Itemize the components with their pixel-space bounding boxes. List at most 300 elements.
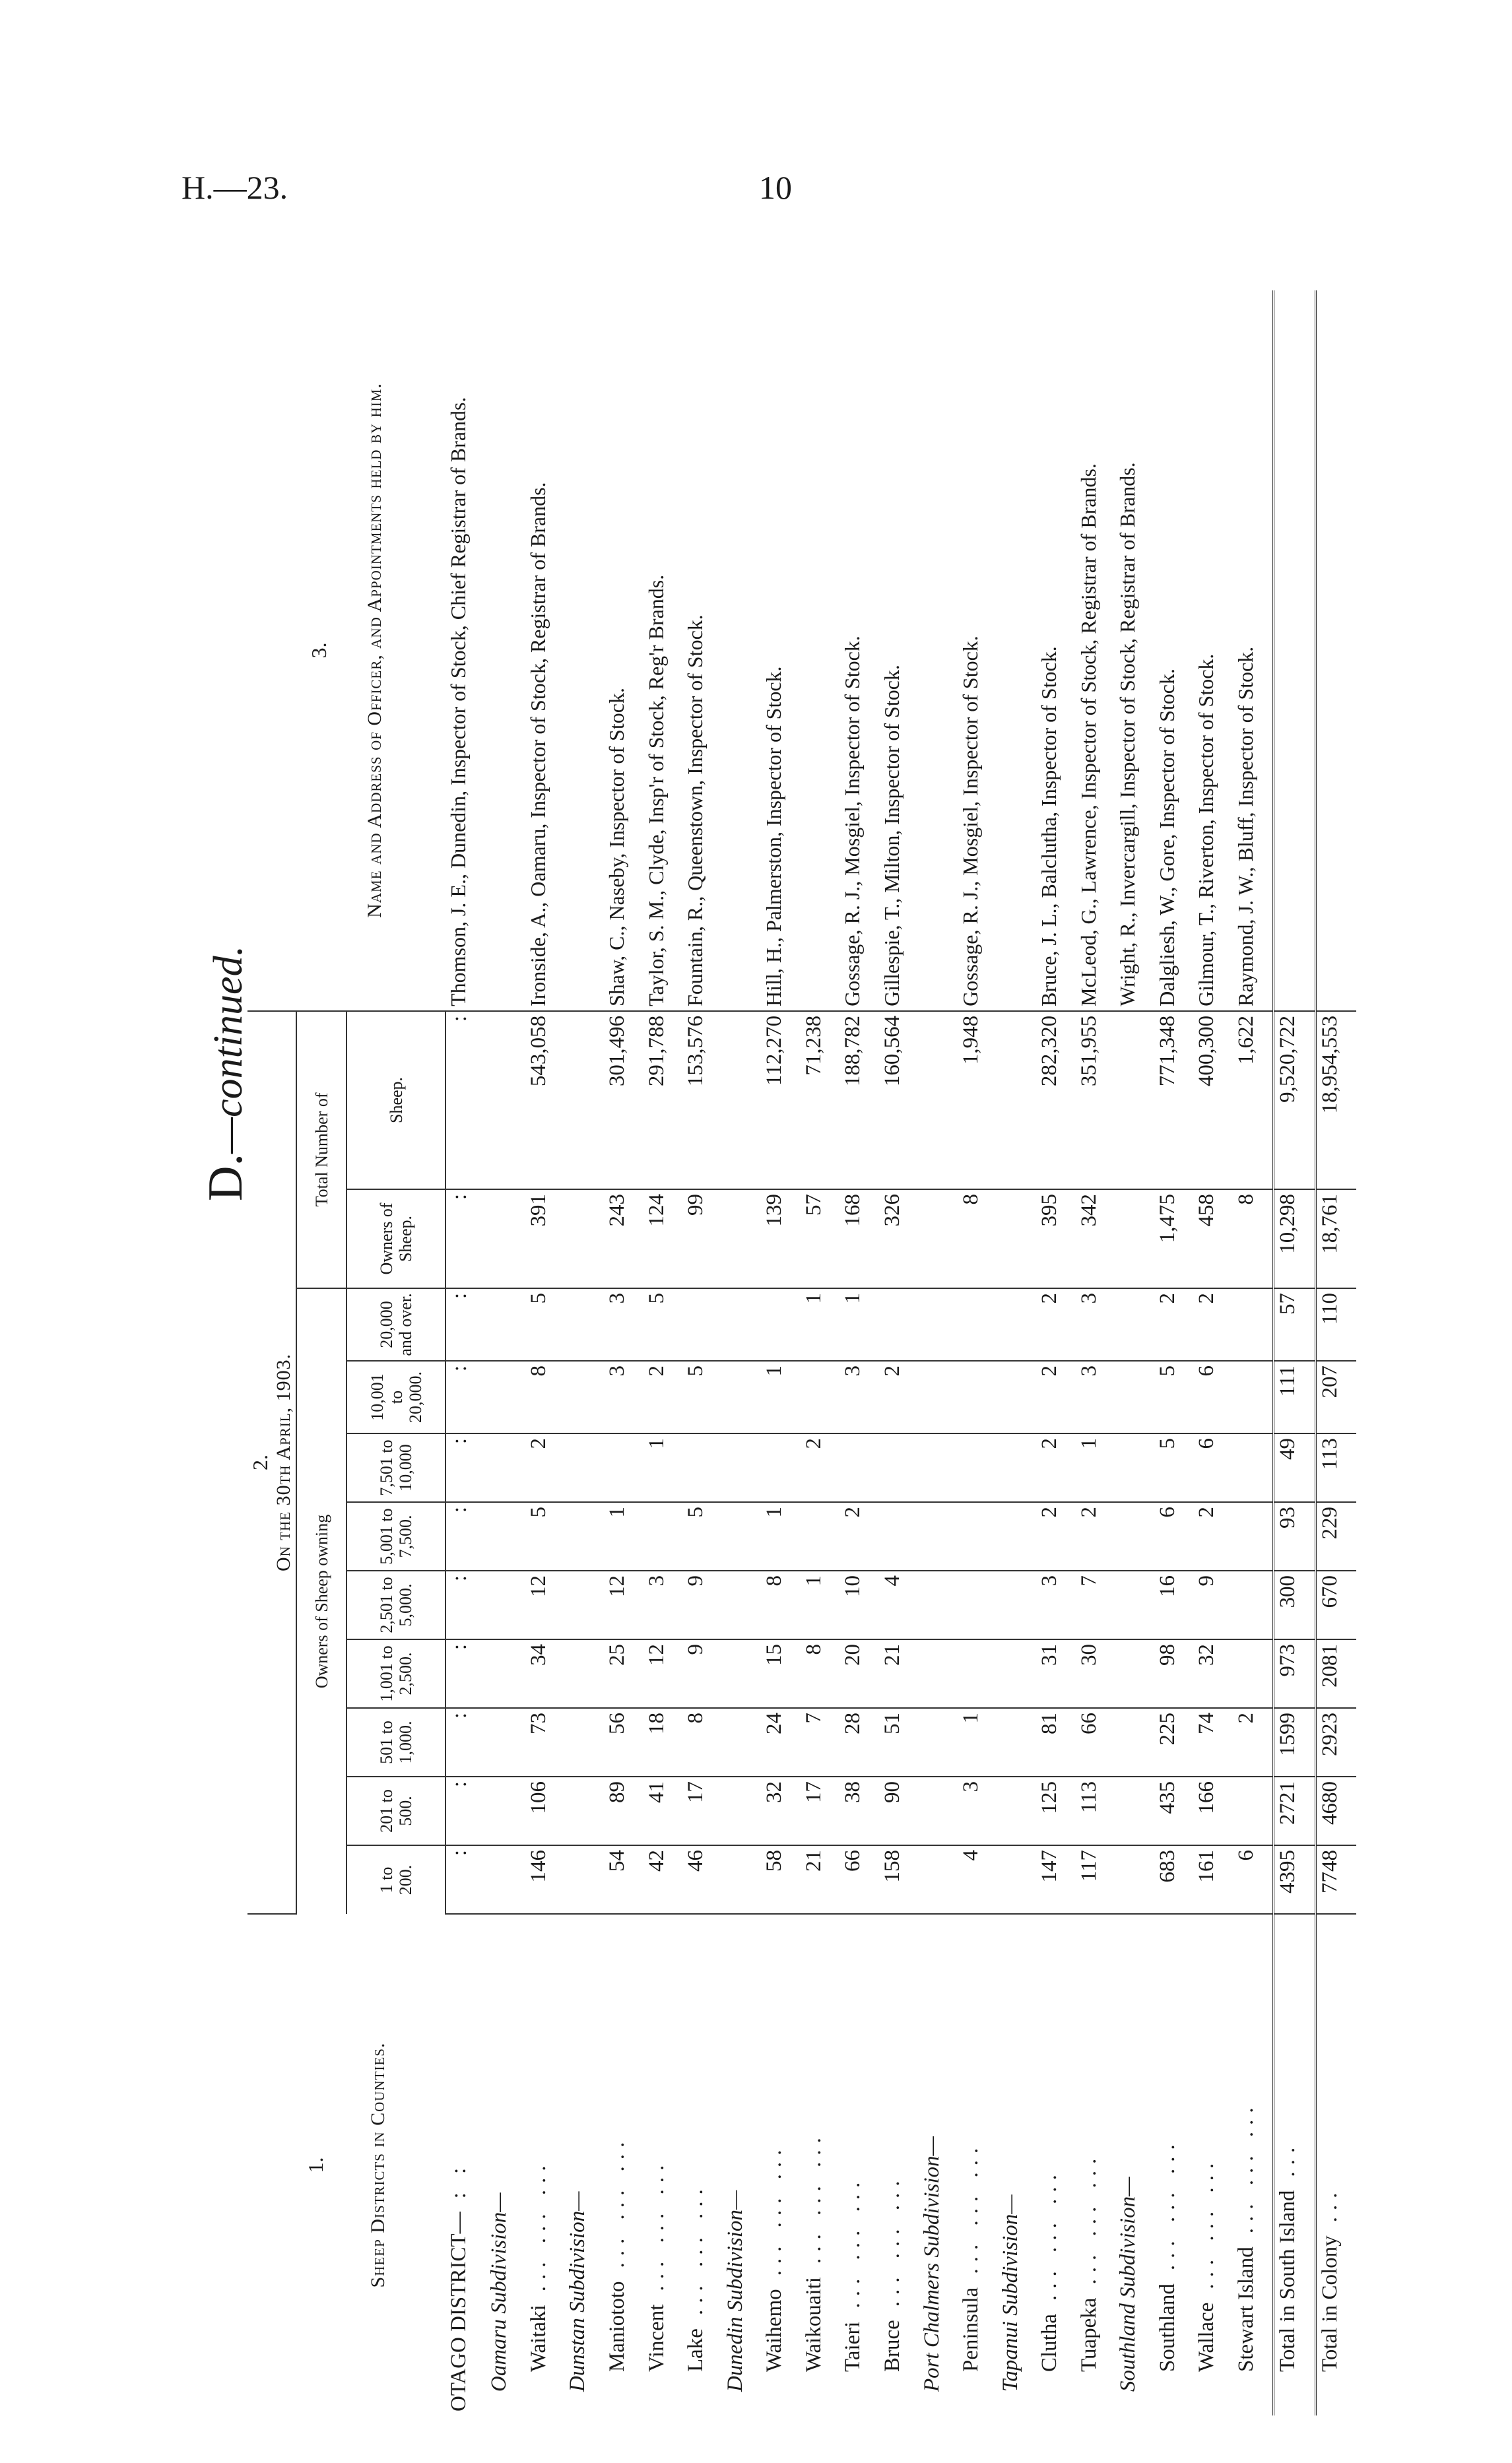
- value-cell: :: [445, 1189, 486, 1288]
- value-cell: [919, 1571, 958, 1639]
- sheep-header: Sheep.: [346, 1011, 445, 1189]
- value-cell: [722, 1189, 762, 1288]
- value-cell: 3: [839, 1361, 879, 1433]
- value-cell: [801, 1502, 840, 1571]
- value-cell: [564, 1708, 604, 1777]
- col3-label: Name and Address of Officer, and Appointments held by him.: [364, 383, 386, 918]
- value-cell: [1233, 1433, 1274, 1502]
- district-cell: [445, 1914, 486, 2415]
- table-row: [997, 290, 1037, 2415]
- col1-label: Sheep Districts in Counties.: [367, 2042, 389, 2288]
- value-cell: 117: [1076, 1845, 1115, 1914]
- officer-cell: Raymond, J. W., Bluff, Inspector of Stock.: [1233, 290, 1274, 1011]
- table-row: [1036, 290, 1076, 2415]
- value-cell: 2: [1036, 1361, 1076, 1433]
- total-label-cell: [1274, 1914, 1316, 2415]
- value-cell: 2: [1233, 1708, 1274, 1777]
- value-cell: [761, 1288, 801, 1361]
- table-row: [879, 290, 919, 2415]
- value-cell: [1115, 1639, 1154, 1708]
- col1-header: [247, 1914, 445, 2415]
- value-cell: 6: [1233, 1845, 1274, 1914]
- col3-number: 3.: [306, 642, 331, 659]
- value-cell: [919, 1433, 958, 1502]
- value-cell: [919, 1502, 958, 1571]
- value-cell: 1: [801, 1571, 840, 1639]
- total-value-cell: 229: [1315, 1502, 1356, 1571]
- district-cell: [1115, 1914, 1154, 2415]
- officer-cell: [1274, 290, 1316, 1011]
- value-cell: 12: [643, 1639, 683, 1708]
- value-cell: 435: [1154, 1777, 1194, 1845]
- value-cell: 7: [1076, 1571, 1115, 1639]
- value-cell: 1: [839, 1288, 879, 1361]
- range-header: 201 to 500.: [346, 1777, 445, 1845]
- value-cell: [682, 1433, 722, 1502]
- value-cell: [1115, 1571, 1154, 1639]
- value-cell: 3: [1076, 1288, 1115, 1361]
- col1-number: 1.: [303, 2157, 327, 2173]
- officer-cell: Wright, R., Invercargill, Inspector of Stock, Registrar of Brands.: [1115, 290, 1154, 1011]
- value-cell: [958, 1639, 997, 1708]
- value-cell: 2: [525, 1433, 565, 1502]
- value-cell: 188,782: [839, 1011, 879, 1189]
- range-header: 1,001 to 2,500.: [346, 1639, 445, 1708]
- value-cell: :: [445, 1571, 486, 1639]
- value-cell: [486, 1189, 525, 1288]
- value-cell: :: [445, 1639, 486, 1708]
- table-row: [839, 290, 879, 2415]
- total-label-cell: [1315, 1914, 1356, 2415]
- value-cell: 543,058: [525, 1011, 565, 1189]
- value-cell: [997, 1189, 1037, 1288]
- value-cell: [879, 1502, 919, 1571]
- county-name: Waikouaiti: [801, 2277, 826, 2372]
- value-cell: 41: [643, 1777, 683, 1845]
- value-cell: [564, 1433, 604, 1502]
- district-cell: [643, 1914, 683, 2415]
- value-cell: 326: [879, 1189, 919, 1288]
- subdivision-name: Dunstan Subdivision—: [566, 2191, 590, 2392]
- value-cell: 124: [643, 1189, 683, 1288]
- value-cell: 1: [958, 1708, 997, 1777]
- value-cell: 1: [761, 1361, 801, 1433]
- value-cell: [997, 1361, 1037, 1433]
- total-value-cell: 111: [1274, 1361, 1316, 1433]
- value-cell: [604, 1433, 643, 1502]
- value-cell: 342: [1076, 1189, 1115, 1288]
- value-cell: 56: [604, 1708, 643, 1777]
- value-cell: 31: [1036, 1639, 1076, 1708]
- value-cell: 139: [761, 1189, 801, 1288]
- value-cell: [1115, 1845, 1154, 1914]
- officer-cell: Gillespie, T., Milton, Inspector of Stock.: [879, 290, 919, 1011]
- value-cell: 2: [643, 1361, 683, 1433]
- table-row: [919, 290, 958, 2415]
- table-row: [1154, 290, 1194, 2415]
- value-cell: 98: [1154, 1639, 1194, 1708]
- district-cell: [604, 1914, 643, 2415]
- district-name: OTAGO DISTRICT—: [447, 2212, 471, 2412]
- value-cell: [722, 1777, 762, 1845]
- value-cell: 3: [643, 1571, 683, 1639]
- leader-dots: ... ... ...: [1155, 2138, 1179, 2271]
- value-cell: 38: [839, 1777, 879, 1845]
- value-cell: 1,948: [958, 1011, 997, 1189]
- value-cell: [486, 1502, 525, 1571]
- officer-cell: Gossage, R. J., Mosgiel, Inspector of Stock.: [958, 290, 997, 1011]
- value-cell: 113: [1076, 1777, 1115, 1845]
- leader-dots: ... ... ...: [644, 2158, 669, 2291]
- value-cell: 5: [682, 1502, 722, 1571]
- value-cell: 112,270: [761, 1011, 801, 1189]
- value-cell: [1115, 1011, 1154, 1189]
- value-cell: 5: [1154, 1433, 1194, 1502]
- value-cell: 1,622: [1233, 1011, 1274, 1189]
- value-cell: 161: [1193, 1845, 1233, 1914]
- page-title: [198, 946, 254, 1201]
- value-cell: 6: [1154, 1502, 1194, 1571]
- value-cell: 225: [1154, 1708, 1194, 1777]
- value-cell: [997, 1708, 1037, 1777]
- value-cell: 21: [801, 1845, 840, 1914]
- officer-cell: Gossage, R. J., Mosgiel, Inspector of Stock.: [839, 290, 879, 1011]
- value-cell: [997, 1288, 1037, 1361]
- value-cell: 99: [682, 1189, 722, 1288]
- value-cell: [997, 1433, 1037, 1502]
- value-cell: 395: [1036, 1189, 1076, 1288]
- value-cell: 168: [839, 1189, 879, 1288]
- value-cell: 683: [1154, 1845, 1194, 1914]
- page-header-left: H.—23.: [181, 169, 288, 206]
- value-cell: 3: [604, 1361, 643, 1433]
- value-cell: 125: [1036, 1777, 1076, 1845]
- district-cell: [879, 1914, 919, 2415]
- officer-cell: [564, 290, 604, 1011]
- value-cell: [958, 1571, 997, 1639]
- officer-cell: Gilmour, T., Riverton, Inspector of Stock.: [1193, 290, 1233, 1011]
- value-cell: 5: [682, 1361, 722, 1433]
- table-row: [761, 290, 801, 2415]
- col2-number: 2.: [248, 1454, 272, 1470]
- range-header: 7,501 to 10,000: [346, 1433, 445, 1502]
- value-cell: 146: [525, 1845, 565, 1914]
- value-cell: [722, 1433, 762, 1502]
- district-cell: [525, 1914, 565, 2415]
- value-cell: 106: [525, 1777, 565, 1845]
- value-cell: 25: [604, 1639, 643, 1708]
- value-cell: :: [445, 1011, 486, 1189]
- value-cell: 9: [682, 1571, 722, 1639]
- value-cell: 166: [1193, 1777, 1233, 1845]
- officer-cell: Taylor, S. M., Clyde, Insp'r of Stock, Reg'r Brands.: [643, 290, 683, 1011]
- value-cell: 391: [525, 1189, 565, 1288]
- value-cell: [722, 1361, 762, 1433]
- value-cell: [722, 1502, 762, 1571]
- value-cell: [486, 1708, 525, 1777]
- county-name: Taieri: [841, 2321, 865, 2372]
- value-cell: [919, 1845, 958, 1914]
- value-cell: :: [445, 1288, 486, 1361]
- value-cell: 1: [1076, 1433, 1115, 1502]
- county-name: Stewart Island: [1234, 2247, 1259, 2372]
- value-cell: 54: [604, 1845, 643, 1914]
- total-value-cell: 2721: [1274, 1777, 1316, 1845]
- value-cell: 66: [1076, 1708, 1115, 1777]
- value-cell: 291,788: [643, 1011, 683, 1189]
- value-cell: [958, 1433, 997, 1502]
- value-cell: 1: [604, 1502, 643, 1571]
- total-value-cell: 57: [1274, 1288, 1316, 1361]
- officer-cell: Thomson, J. E., Dunedin, Inspector of Stock, Chief Registrar of Brands.: [445, 290, 486, 1011]
- value-cell: 4: [879, 1571, 919, 1639]
- range-header: 2,501 to 5,000.: [346, 1571, 445, 1639]
- county-name: Waihemo: [762, 2289, 787, 2372]
- value-cell: 5: [1154, 1361, 1194, 1433]
- value-cell: [486, 1777, 525, 1845]
- officer-cell: [486, 290, 525, 1011]
- value-cell: [1115, 1708, 1154, 1777]
- value-cell: [722, 1288, 762, 1361]
- value-cell: 21: [879, 1639, 919, 1708]
- total-group-header: Total Number of: [296, 1011, 346, 1288]
- leader-dots: ...: [1317, 2186, 1342, 2223]
- value-cell: 18: [643, 1708, 683, 1777]
- officer-cell: Bruce, J. L., Balclutha, Inspector of Stock.: [1036, 290, 1076, 1011]
- value-cell: 5: [643, 1288, 683, 1361]
- county-name: Southland: [1155, 2283, 1179, 2372]
- owners-of-sheep-header: Owners of Sheep.: [346, 1189, 445, 1288]
- value-cell: 5: [525, 1502, 565, 1571]
- value-cell: 458: [1193, 1189, 1233, 1288]
- total-value-cell: 49: [1274, 1433, 1316, 1502]
- subdivision-name: Dunedin Subdivision—: [723, 2190, 747, 2392]
- value-cell: [486, 1433, 525, 1502]
- county-name: Vincent: [644, 2304, 669, 2372]
- value-cell: :: [445, 1845, 486, 1914]
- value-cell: 12: [604, 1571, 643, 1639]
- value-cell: [919, 1777, 958, 1845]
- table-row: [682, 290, 722, 2415]
- value-cell: 34: [525, 1639, 565, 1708]
- county-name: Waitaki: [526, 2305, 550, 2372]
- value-cell: [564, 1288, 604, 1361]
- value-cell: [919, 1708, 958, 1777]
- value-cell: 9: [682, 1639, 722, 1708]
- value-cell: 7: [801, 1708, 840, 1777]
- table-row: [643, 290, 683, 2415]
- value-cell: [564, 1639, 604, 1708]
- value-cell: [643, 1502, 683, 1571]
- value-cell: 2: [1154, 1288, 1194, 1361]
- total-value-cell: 973: [1274, 1639, 1316, 1708]
- value-cell: 8: [761, 1571, 801, 1639]
- value-cell: 3: [1076, 1361, 1115, 1433]
- value-cell: [879, 1433, 919, 1502]
- total-value-cell: 1599: [1274, 1708, 1316, 1777]
- value-cell: 2: [839, 1502, 879, 1571]
- total-value-cell: 2923: [1315, 1708, 1356, 1777]
- value-cell: :: [445, 1502, 486, 1571]
- value-cell: 46: [682, 1845, 722, 1914]
- value-cell: [486, 1571, 525, 1639]
- value-cell: :: [445, 1433, 486, 1502]
- value-cell: 17: [801, 1777, 840, 1845]
- district-cell: [486, 1914, 525, 2415]
- sheep-returns-table: [247, 290, 1356, 2415]
- table-row: [445, 290, 486, 2415]
- total-value-cell: 4395: [1274, 1845, 1316, 1914]
- value-cell: 1: [761, 1502, 801, 1571]
- value-cell: 15: [761, 1639, 801, 1708]
- leader-dots: ... ... ...: [880, 2174, 904, 2307]
- value-cell: [879, 1288, 919, 1361]
- officer-cell: Fountain, R., Queenstown, Inspector of Stock.: [682, 290, 722, 1011]
- total-value-cell: 10,298: [1274, 1189, 1316, 1288]
- value-cell: [919, 1361, 958, 1433]
- district-cell: [1154, 1914, 1194, 2415]
- value-cell: :: [445, 1361, 486, 1433]
- value-cell: [1115, 1433, 1154, 1502]
- value-cell: 30: [1076, 1639, 1115, 1708]
- value-cell: 58: [761, 1845, 801, 1914]
- county-name: Peninsula: [959, 2287, 983, 2372]
- officer-cell: [997, 290, 1037, 1011]
- value-cell: [958, 1502, 997, 1571]
- value-cell: 12: [525, 1571, 565, 1639]
- district-cell: [958, 1914, 997, 2415]
- table-row: [564, 290, 604, 2415]
- value-cell: 243: [604, 1189, 643, 1288]
- value-cell: 4: [958, 1845, 997, 1914]
- value-cell: 81: [1036, 1708, 1076, 1777]
- officer-cell: [801, 290, 840, 1011]
- value-cell: [564, 1011, 604, 1189]
- district-cell: [1233, 1914, 1274, 2415]
- value-cell: 2: [1036, 1433, 1076, 1502]
- value-cell: [997, 1777, 1037, 1845]
- value-cell: 1: [643, 1433, 683, 1502]
- table-row: [1233, 290, 1274, 2415]
- value-cell: 90: [879, 1777, 919, 1845]
- value-cell: 8: [682, 1708, 722, 1777]
- officer-cell: Shaw, C., Naseby, Inspector of Stock.: [604, 290, 643, 1011]
- value-cell: [564, 1571, 604, 1639]
- value-cell: 32: [761, 1777, 801, 1845]
- table-row: [1076, 290, 1115, 2415]
- value-cell: [1233, 1639, 1274, 1708]
- officer-cell: Dalgliesh, W., Gore, Inspector of Stock.: [1154, 290, 1194, 1011]
- value-cell: 771,348: [1154, 1011, 1194, 1189]
- value-cell: 2: [1036, 1502, 1076, 1571]
- total-value-cell: 670: [1315, 1571, 1356, 1639]
- range-header: 20,000 and over.: [346, 1288, 445, 1361]
- subdivision-name: Tapanui Subdivision—: [998, 2194, 1022, 2392]
- value-cell: 3: [604, 1288, 643, 1361]
- leader-dots: ... ... ...: [1076, 2151, 1101, 2285]
- leader-dots: ...: [1276, 2140, 1300, 2177]
- value-cell: [564, 1845, 604, 1914]
- value-cell: [919, 1639, 958, 1708]
- value-cell: 32: [1193, 1639, 1233, 1708]
- district-cell: [839, 1914, 879, 2415]
- value-cell: [722, 1708, 762, 1777]
- value-cell: 1: [801, 1288, 840, 1361]
- value-cell: [997, 1011, 1037, 1189]
- subdivision-name: Port Chalmers Subdivision—: [919, 2136, 944, 2392]
- district-cell: [761, 1914, 801, 2415]
- total-value-cell: 2081: [1315, 1639, 1356, 1708]
- leader-dots: ... ... ...: [1037, 2168, 1062, 2301]
- leader-dots: ... ... ...: [841, 2175, 865, 2309]
- value-cell: [997, 1571, 1037, 1639]
- value-cell: 42: [643, 1845, 683, 1914]
- range-header: 5,001 to 7,500.: [346, 1502, 445, 1571]
- district-cell: [1076, 1914, 1115, 2415]
- officer-cell: [919, 290, 958, 1011]
- value-cell: 282,320: [1036, 1011, 1076, 1189]
- value-cell: 71,238: [801, 1011, 840, 1189]
- leader-dots: ... ... ...: [762, 2143, 787, 2276]
- value-cell: [486, 1639, 525, 1708]
- table-row: [958, 290, 997, 2415]
- district-cell: [997, 1914, 1037, 2415]
- value-cell: [1115, 1361, 1154, 1433]
- county-name: Wallace: [1195, 2302, 1219, 2372]
- total-label: Total in Colony: [1317, 2235, 1342, 2372]
- value-cell: 24: [761, 1708, 801, 1777]
- subdivision-name: Southland Subdivision—: [1116, 2177, 1140, 2392]
- value-cell: [1233, 1288, 1274, 1361]
- district-cell: [919, 1914, 958, 2415]
- value-cell: 301,496: [604, 1011, 643, 1189]
- value-cell: 2: [1036, 1288, 1076, 1361]
- value-cell: [801, 1361, 840, 1433]
- value-cell: 2: [1193, 1288, 1233, 1361]
- value-cell: 160,564: [879, 1011, 919, 1189]
- total-row: [1315, 290, 1356, 2415]
- value-cell: 8: [801, 1639, 840, 1708]
- value-cell: 5: [525, 1288, 565, 1361]
- value-cell: 8: [525, 1361, 565, 1433]
- value-cell: [564, 1777, 604, 1845]
- value-cell: [1233, 1361, 1274, 1433]
- district-cell: [1193, 1914, 1233, 2415]
- value-cell: [997, 1845, 1037, 1914]
- total-value-cell: 4680: [1315, 1777, 1356, 1845]
- value-cell: [997, 1639, 1037, 1708]
- value-cell: :: [445, 1708, 486, 1777]
- district-cell: [564, 1914, 604, 2415]
- table-row: [1115, 290, 1154, 2415]
- value-cell: [1233, 1571, 1274, 1639]
- value-cell: 147: [1036, 1845, 1076, 1914]
- value-cell: 1,475: [1154, 1189, 1194, 1288]
- value-cell: [564, 1361, 604, 1433]
- value-cell: [486, 1011, 525, 1189]
- total-value-cell: 18,954,553: [1315, 1011, 1356, 1189]
- total-value-cell: 207: [1315, 1361, 1356, 1433]
- value-cell: 16: [1154, 1571, 1194, 1639]
- col3-header: [247, 290, 445, 1011]
- total-label: Total in South Island: [1276, 2190, 1300, 2372]
- table-row: [525, 290, 565, 2415]
- leader-dots: : :: [447, 2161, 471, 2199]
- table-row: [604, 290, 643, 2415]
- owners-group-header: Owners of Sheep owning: [296, 1288, 346, 1914]
- total-value-cell: 18,761: [1315, 1189, 1356, 1288]
- value-cell: 8: [1233, 1189, 1274, 1288]
